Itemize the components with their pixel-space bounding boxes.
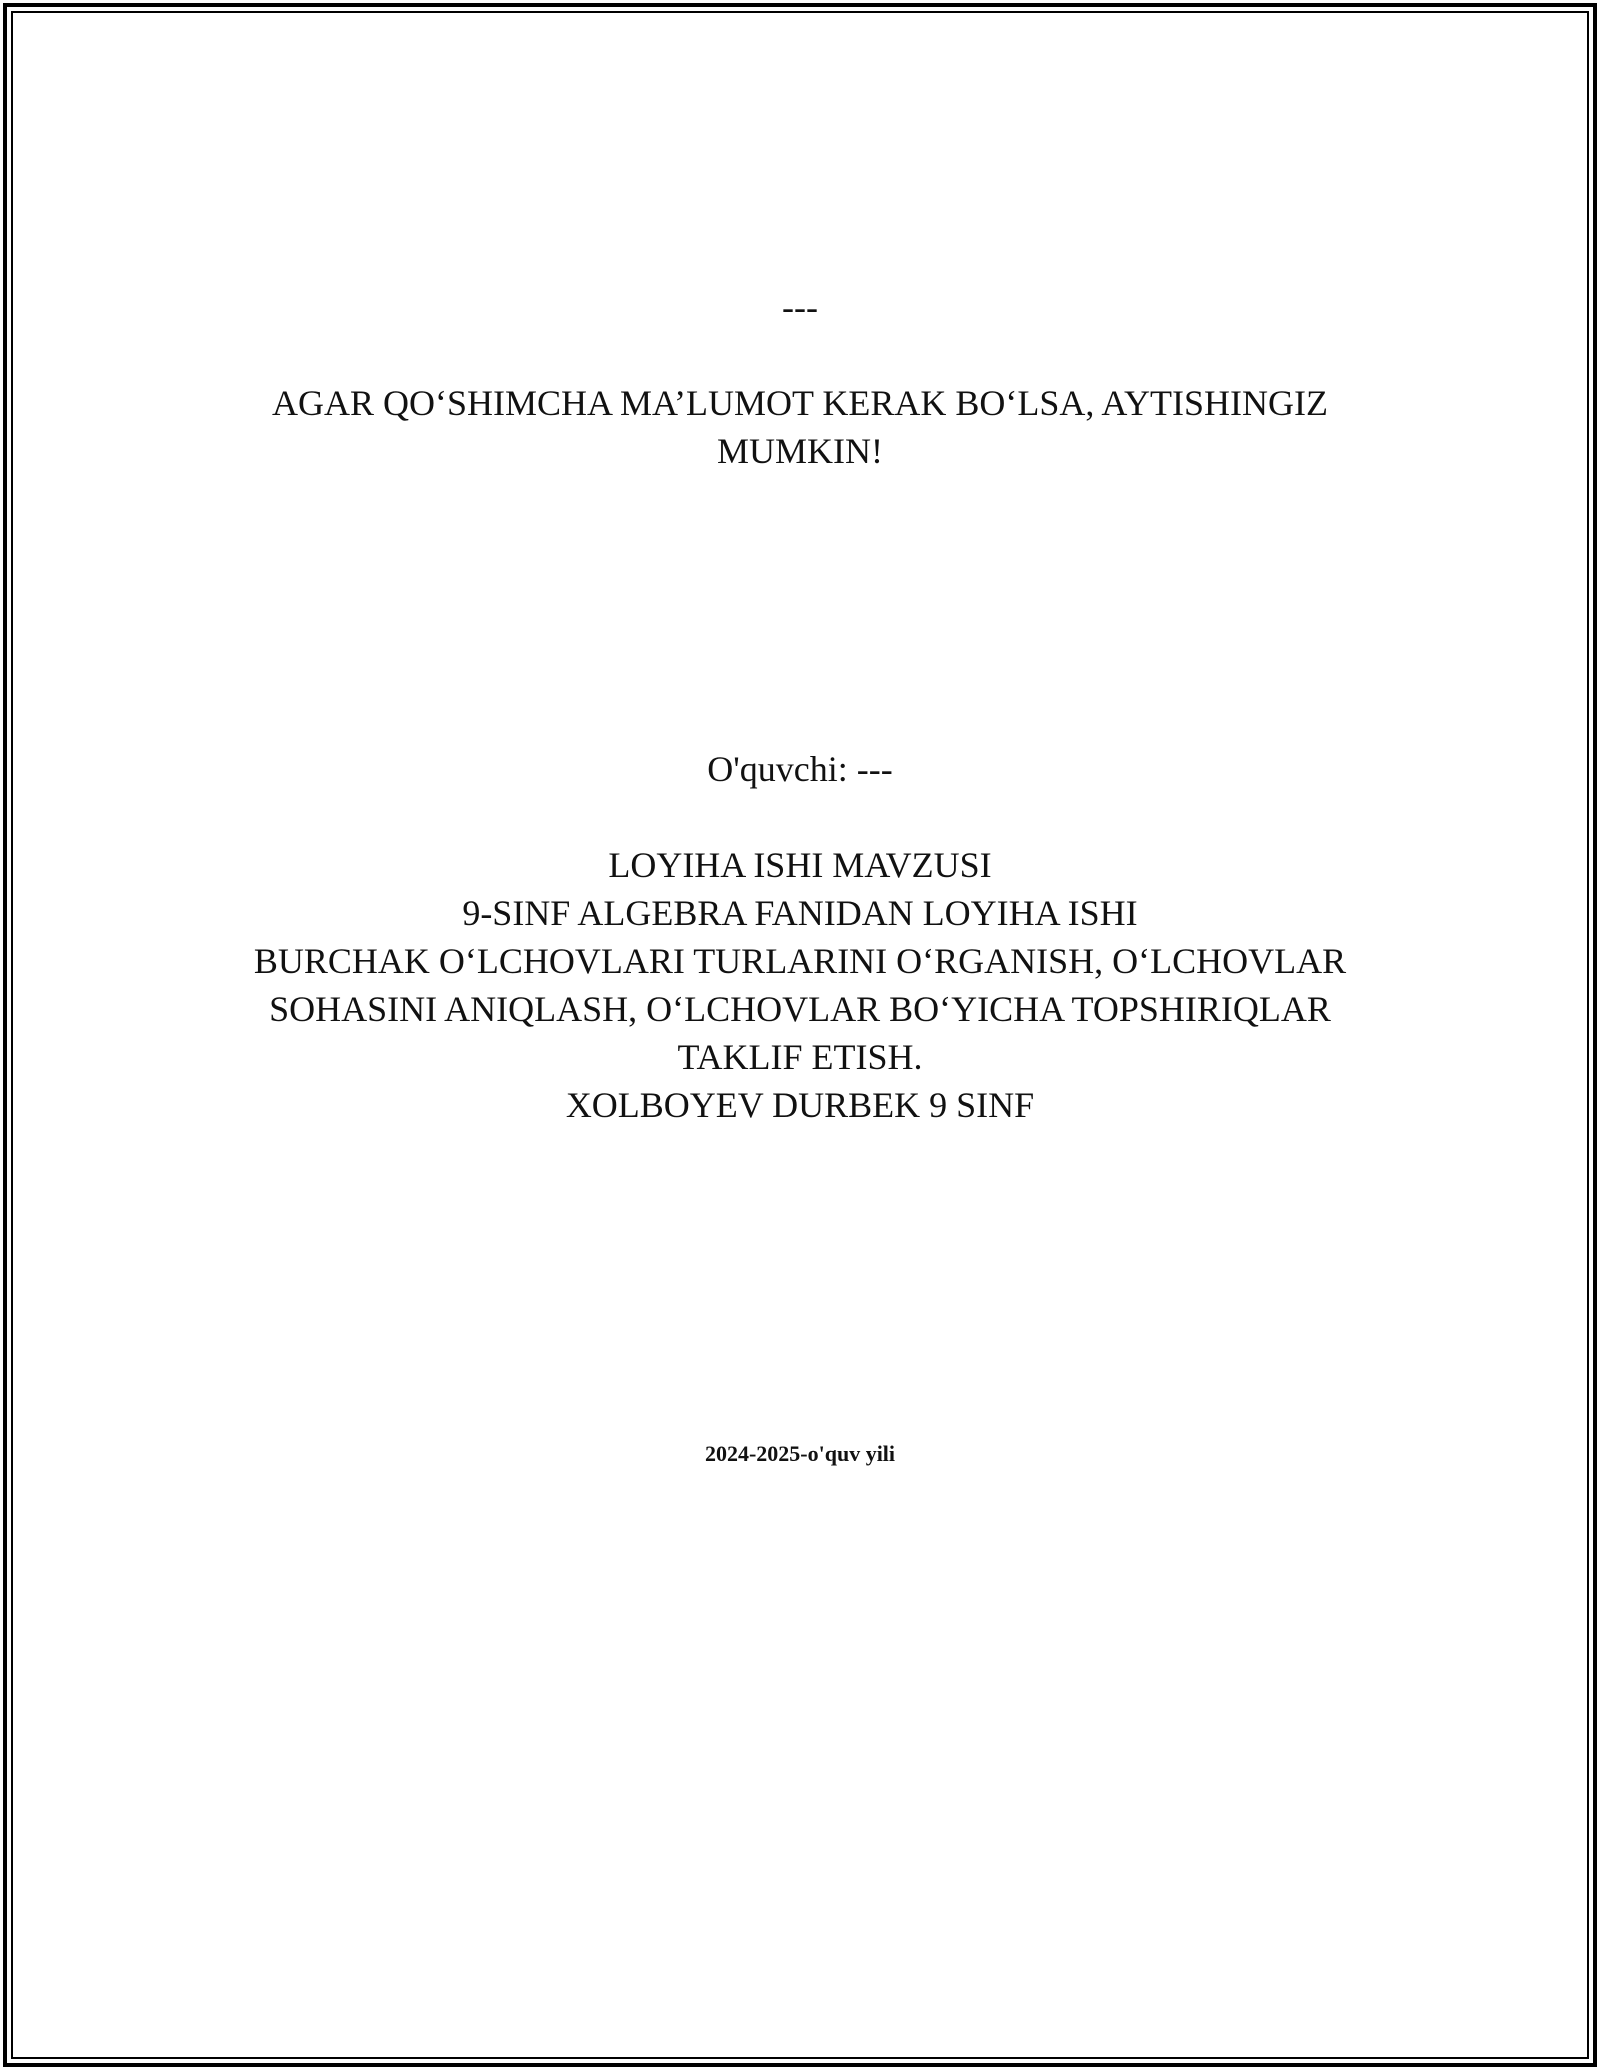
topic-line-4: SOHASINI ANIQLASH, O‘LCHOVLAR BO‘YICHA TOPSHIRIQLAR	[269, 989, 1331, 1029]
topic-line-2: 9-SINF ALGEBRA FANIDAN LOYIHA ISHI	[462, 893, 1138, 933]
note-line-1: AGAR QO‘SHIMCHA MA’LUMOT KERAK BO‘LSA, AYTISHINGIZ	[271, 383, 1329, 423]
school-year: 2024-2025-o'quv yili	[704, 1441, 896, 1466]
author-line: XOLBOYEV DURBEK 9 SINF	[565, 1085, 1035, 1125]
topic-line-3: BURCHAK O‘LCHOVLARI TURLARINI O‘RGANISH, O‘LCHOVLAR	[253, 941, 1347, 981]
topic-line-1: LOYIHA ISHI MAVZUSI	[608, 845, 992, 885]
student-line: O'quvchi: ---	[707, 749, 893, 789]
topic-line-5: TAKLIF ETISH.	[677, 1037, 923, 1077]
note-line-2: MUMKIN!	[717, 431, 883, 471]
top-marker: ---	[782, 287, 818, 327]
